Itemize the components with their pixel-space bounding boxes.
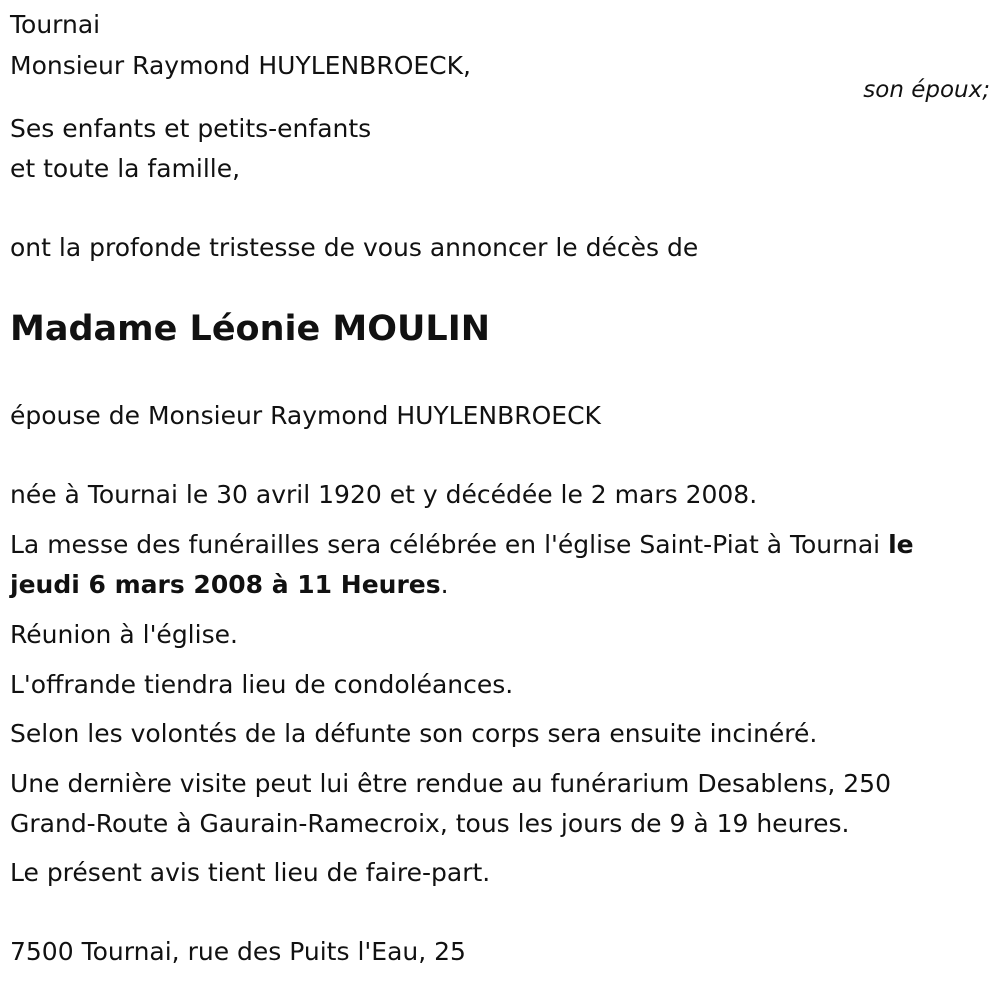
address-line: 7500 Tournai, rue des Puits l'Eau, 25 [10, 937, 466, 966]
mass-date-start: le [888, 530, 914, 559]
deceased-name: Madame Léonie MOULIN [10, 309, 491, 349]
spouse-of-line: épouse de Monsieur Raymond HUYLENBROECK [10, 401, 601, 430]
mass-end: . [440, 570, 449, 599]
meeting-line: Réunion à l'église. [10, 620, 238, 649]
offering-line: L'offrande tiendra lieu de condoléances. [10, 670, 514, 699]
visit-line-1: Une dernière visite peut lui être rendue au funérarium Desablens, 250 [10, 769, 891, 798]
notice-statement: Le présent avis tient lieu de faire-part. [10, 858, 491, 887]
mass-intro: La messe des funérailles sera célébrée en l'église Saint-Piat à Tournai [10, 530, 889, 559]
mass-line [10, 525, 914, 565]
announcement-line: ont la profonde tristesse de vous annoncer le décès de [10, 233, 699, 262]
visit-line-2: Grand-Route à Gaurain-Ramecroix, tous les jours de 9 à 19 heures. [10, 809, 850, 838]
city-header: Tournai [10, 10, 101, 39]
cremation-line: Selon les volontés de la défunte son corps sera ensuite incinéré. [10, 719, 818, 748]
family-line: et toute la famille, [10, 154, 241, 183]
spouse-name: Monsieur Raymond HUYLENBROECK, [10, 51, 471, 80]
mass-date-line [10, 565, 449, 605]
spouse-role: son époux; [863, 77, 990, 103]
children-line: Ses enfants et petits-enfants [10, 114, 372, 143]
mass-date: jeudi 6 mars 2008 à 11 Heures [10, 570, 441, 599]
birth-death-line: née à Tournai le 30 avril 1920 et y décédée le 2 mars 2008. [10, 480, 758, 509]
